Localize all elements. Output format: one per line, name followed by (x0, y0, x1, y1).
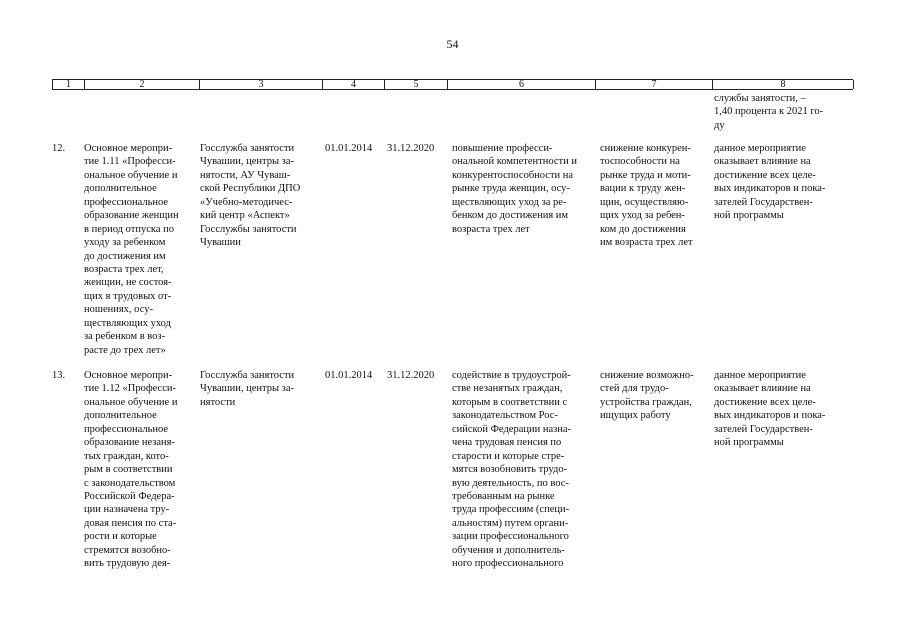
header-col-1: 1 (53, 80, 85, 89)
consequences: снижение конкурен- тоспособности на рынке труда и моти- вации к труду жен- щин, осуществляю- щих уход за ребен- ком до достижения им возраста трех лет (600, 143, 693, 249)
header-col-6: 6 (448, 80, 596, 89)
row-number: 13. (52, 370, 66, 381)
responsible-executor: Госслужба занятости Чувашии, центры за- нятости, АУ Чуваш- ской Республики ДПО «Учебно-методичес- кий центр «Аспект» Госслужбы занятости Чувашии (200, 143, 301, 249)
expected-result: повышение професси- ональной компетентности и конкурентоспособности на рынке труда женщин, осу- ществляющих уход за ре- бенком до достижения им возраста трех лет (452, 143, 578, 235)
header-col-2: 2 (85, 80, 200, 89)
responsible-executor: Госслужба занятости Чувашии, центры за- нятости (200, 370, 295, 408)
header-col-7: 7 (596, 80, 713, 89)
end-date: 31.12.2020 (387, 370, 435, 381)
start-date: 01.01.2014 (325, 143, 373, 154)
indicator-link: данное мероприятие оказывает влияние на достижение всех целе- вых индикаторов и пока- зателей Государствен- ной программы (714, 370, 826, 449)
page-number: 54 (446, 37, 459, 51)
continuation-col8: службы занятости, – 1,40 процента к 2021 го- ду (714, 93, 824, 131)
activity-name: Основное меропри- тие 1.11 «Професси- ональное обучение и дополнительное профессиональное образование женщин в период отпуска по уходу за ребенком до достижения им возраста трех лет, женщин, не состоя- щих в трудовых от- ношениях, осу- ществляющих уход за ребенком в воз- расте до трех лет» (84, 143, 179, 356)
end-date: 31.12.2020 (387, 143, 435, 154)
table-header-row (52, 79, 853, 90)
header-col-8: 8 (713, 80, 854, 89)
indicator-link: данное мероприятие оказывает влияние на достижение всех целе- вых индикаторов и пока- зателей Государствен- ной программы (714, 143, 826, 222)
row-number: 12. (52, 143, 66, 154)
activity-name: Основное меропри- тие 1.12 «Професси- ональное обучение и дополнительное профессиональное образование незаня- тых граждан, кото- рым в соответствии с законодательством Российской Федера- ции назначена тру- довая пенсия по ста- рости и которые стремятся возобно- вить трудовую дея- (84, 370, 178, 570)
start-date: 01.01.2014 (325, 370, 373, 381)
expected-result: содействие в трудоустрой- стве незанятых граждан, которым в соответствии с законодательством Рос- сийской Федерации назна- чена трудовая пенсия по старости и которые стре- мятся возобновить трудо- вую деятельность, по вос- требованным на рынке труда профессиям (специ- альностям) путем органи- зации профессионального обучения и дополнитель- ного профессионального (452, 370, 572, 570)
header-col-4: 4 (323, 80, 385, 89)
consequences: снижение возможно- стей для трудо- устройства граждан, ищущих работу (600, 370, 694, 422)
header-col-5: 5 (385, 80, 448, 89)
header-col-3: 3 (200, 80, 323, 89)
